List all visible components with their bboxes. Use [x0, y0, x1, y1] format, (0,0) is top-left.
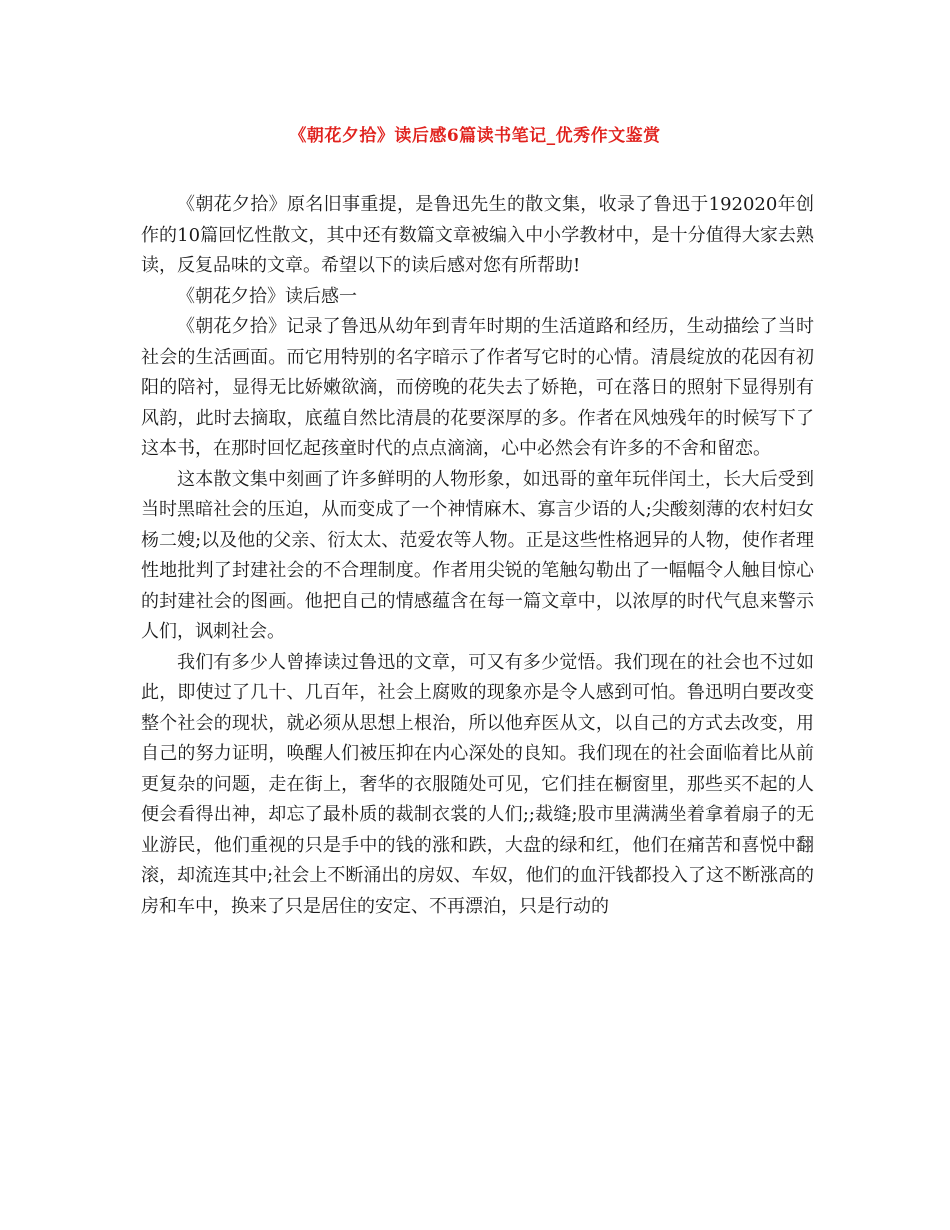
body-paragraph: 我们有多少人曾捧读过鲁迅的文章，可又有多少觉悟。我们现在的社会也不过如此，即使过了几十、几百年，社会上腐败的现象亦是令人感到可怕。鲁迅明白要改变整个社会的现状，就必须从思想上根治，所以他弃医从文，以自己的方式去改变，用自己的努力证明，唤醒人们被压抑在内心深处的良知。我们现在的社会面临着比从前更复杂的问题，走在街上，奢华的衣服随处可见，它们挂在橱窗里，那些买不起的人便会看得出神，却忘了最朴质的裁制衣裳的人们;;裁缝;股市里满满坐着拿着扇子的无业游民，他们重视的只是手中的钱的涨和跌，大盘的绿和红，他们在痛苦和喜悦中翻滚，却流连其中;社会上不断涌出的房奴、车奴，他们的血汗钱都投入了这不断涨高的房和车中，换来了只是居住的安定、不再漂泊，只是行动的 — [141, 651, 814, 917]
section-heading: 《朝花夕拾》读后感一 — [177, 285, 357, 307]
body-paragraph: 这本散文集中刻画了许多鲜明的人物形象，如迅哥的童年玩伴闰土，长大后受到当时黑暗社会的压迫，从而变成了一个神情麻木、寡言少语的人;尖酸刻薄的农村妇女杨二嫂;以及他的父亲、衍太太、范爱农等人物。正是这些性格迥异的人物，使作者理性地批判了封建社会的不合理制度。作者用尖锐的笔触勾勒出了一幅幅令人触目惊心的封建社会的图画。他把自己的情感蕴含在每一篇文章中，以浓厚的时代气息来警示人们，讽刺社会。 — [141, 468, 814, 642]
body-paragraph: 《朝花夕拾》记录了鲁迅从幼年到青年时期的生活道路和经历，生动描绘了当时社会的生活画面。而它用特别的名字暗示了作者写它时的心情。清晨绽放的花因有初阳的陪衬，显得无比娇嫩欲滴，而傍晚的花失去了娇艳，可在落日的照射下显得别有风韵，此时去摘取，底蕴自然比清晨的花要深厚的多。作者在风烛残年的时候写下了这本书，在那时回忆起孩童时代的点点滴滴，心中必然会有许多的不舍和留恋。 — [141, 316, 814, 459]
document-body — [141, 190, 814, 922]
intro-paragraph: 《朝花夕拾》原名旧事重提，是鲁迅先生的散文集，收录了鲁迅于192020年创作的10篇回忆性散文，其中还有数篇文章被编入中小学教材中，是十分值得大家去熟读，反复品味的文章。希望以下的读后感对您有所帮助! — [141, 194, 814, 276]
document-title: 《朝花夕拾》读后感6篇读书笔记_优秀作文鉴赏 — [289, 126, 661, 146]
